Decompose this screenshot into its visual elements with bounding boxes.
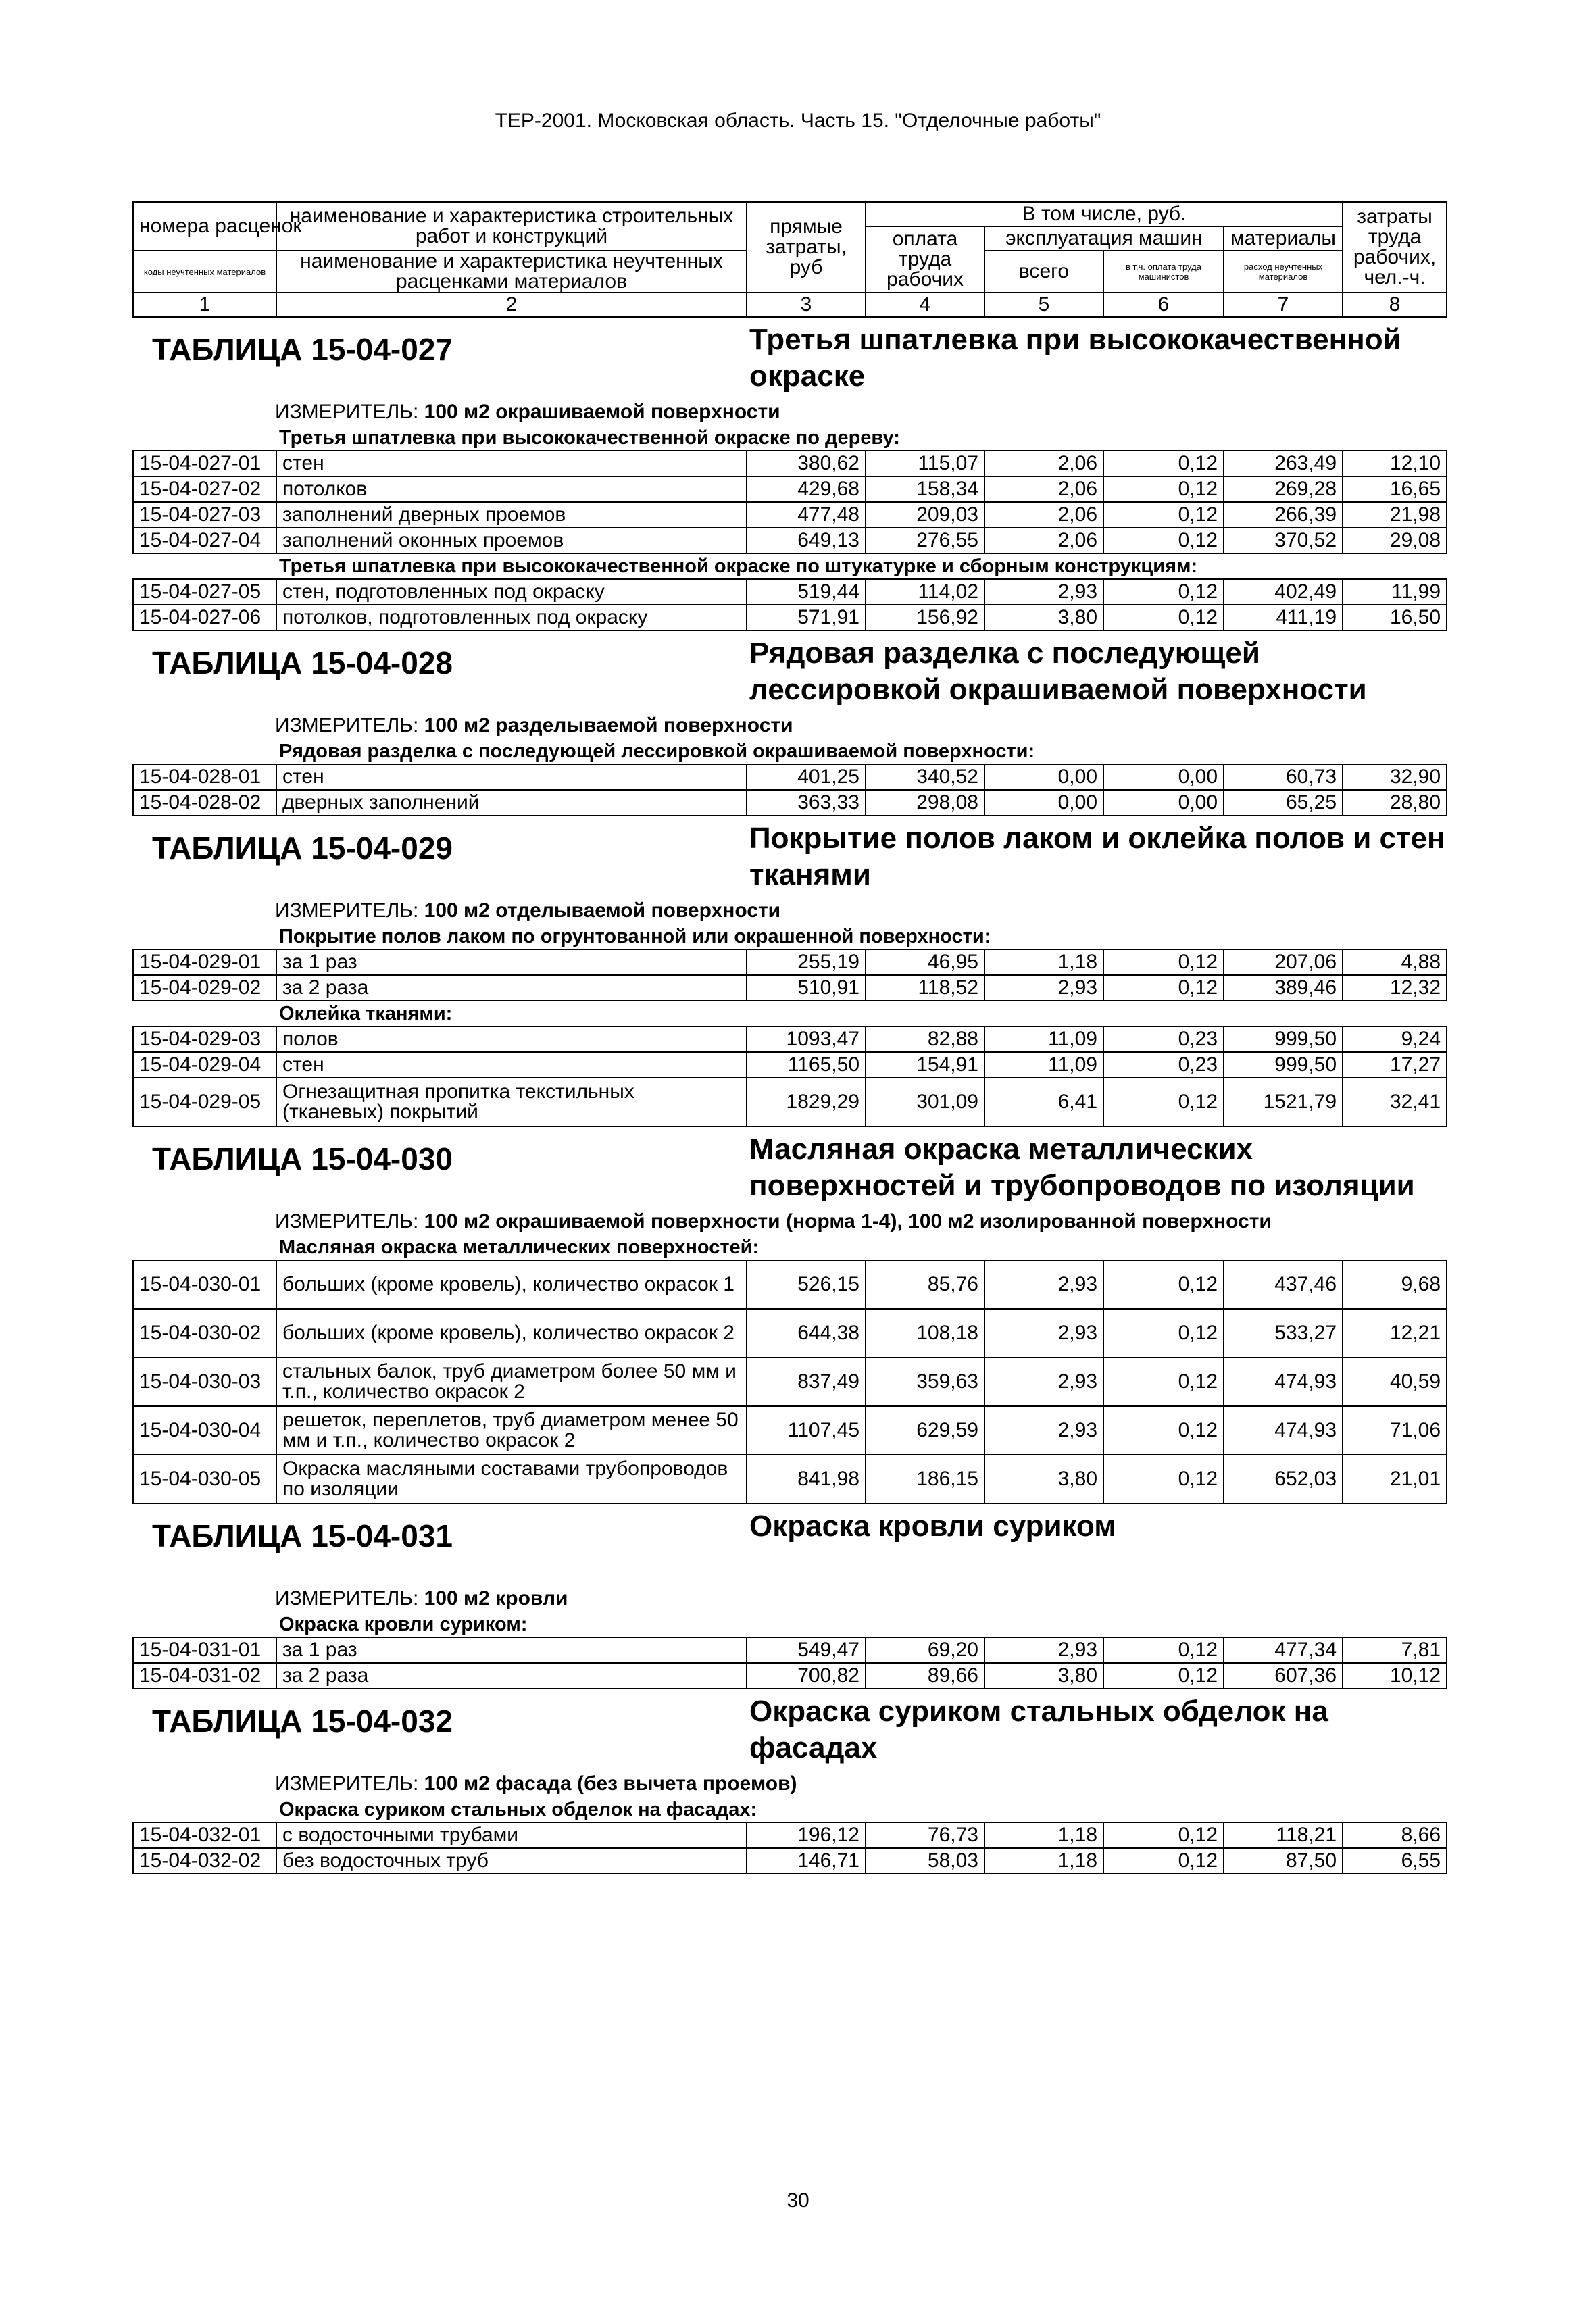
table-row	[133, 949, 1447, 975]
materials-cost: 474,93	[1224, 1406, 1343, 1455]
machines-total: 0,00	[984, 790, 1103, 816]
labor-hours: 17,27	[1343, 1052, 1447, 1078]
table-row	[133, 764, 1447, 790]
machinist-pay: 0,00	[1103, 790, 1224, 816]
materials-cost: 1521,79	[1224, 1078, 1343, 1126]
rate-code: 15-04-027-03	[133, 502, 276, 528]
materials-cost: 266,39	[1224, 502, 1343, 528]
rate-code: 15-04-029-02	[133, 975, 276, 1001]
materials-cost: 437,46	[1224, 1260, 1343, 1309]
table-heading	[133, 630, 1447, 712]
work-name: заполнений дверных проемов	[276, 502, 747, 528]
meter-row	[133, 1770, 1447, 1797]
direct-cost: 1107,45	[747, 1406, 866, 1455]
rate-code: 15-04-027-04	[133, 528, 276, 553]
direct-cost: 196,12	[747, 1822, 866, 1848]
machines-total: 0,00	[984, 764, 1103, 790]
machines-total: 2,93	[984, 1260, 1103, 1309]
labor-hours: 40,59	[1343, 1358, 1447, 1406]
col1-sub-header: коды неучтенных материалов	[133, 251, 276, 293]
work-name: за 2 раза	[276, 975, 747, 1001]
labor-pay: 118,52	[866, 975, 984, 1001]
section-subtitle-row	[133, 1235, 1447, 1260]
direct-cost: 1165,50	[747, 1052, 866, 1078]
machinist-pay: 0,12	[1103, 528, 1224, 553]
rate-code: 15-04-032-02	[133, 1848, 276, 1874]
direct-cost: 519,44	[747, 579, 866, 605]
materials-cost: 87,50	[1224, 1848, 1343, 1874]
meter-label: ИЗМЕРИТЕЛЬ:	[275, 714, 424, 737]
meter-row	[133, 1208, 1447, 1235]
col-index: 4	[866, 293, 984, 317]
table-title: Третья шпатлевка при высококачественной окраске	[749, 323, 1401, 393]
materials-cost: 402,49	[1224, 579, 1343, 605]
direct-cost: 526,15	[747, 1260, 866, 1309]
meter-value: 100 м2 отделываемой поверхности	[424, 899, 781, 922]
labor-hours: 12,10	[1343, 451, 1447, 476]
rate-code: 15-04-031-02	[133, 1663, 276, 1689]
table-label: ТАБЛИЦА 15-04-032	[152, 1703, 453, 1739]
labor-pay: 340,52	[866, 764, 984, 790]
labor-pay: 301,09	[866, 1078, 984, 1126]
work-name: с водосточными трубами	[276, 1822, 747, 1848]
labor-hours: 10,12	[1343, 1663, 1447, 1689]
labor-pay: 115,07	[866, 451, 984, 476]
machinist-pay: 0,12	[1103, 1663, 1224, 1689]
meter-label: ИЗМЕРИТЕЛЬ:	[275, 1772, 424, 1795]
col-index: 2	[276, 293, 747, 317]
table-label: ТАБЛИЦА 15-04-027	[152, 332, 453, 367]
meter-value: 100 м2 разделываемой поверхности	[424, 714, 793, 737]
materials-cost: 65,25	[1224, 790, 1343, 816]
labor-pay: 108,18	[866, 1309, 984, 1358]
labor-pay: 46,95	[866, 949, 984, 975]
machines-total: 1,18	[984, 949, 1103, 975]
table-row	[133, 1848, 1447, 1874]
machinist-pay: 0,12	[1103, 1309, 1224, 1358]
rate-code: 15-04-029-03	[133, 1026, 276, 1052]
materials-cost: 999,50	[1224, 1026, 1343, 1052]
table-row	[133, 1637, 1447, 1663]
direct-cost: 700,82	[747, 1663, 866, 1689]
table-heading	[133, 317, 1447, 399]
rate-code: 15-04-031-01	[133, 1637, 276, 1663]
machines-total: 6,41	[984, 1078, 1103, 1126]
machines-total: 2,06	[984, 451, 1103, 476]
direct-cost: 380,62	[747, 451, 866, 476]
meter-value: 100 м2 окрашиваемой поверхности (норма 1-4), 100 м2 изолированной поверхности	[424, 1210, 1272, 1233]
work-name: стен	[276, 1052, 747, 1078]
materials-cost: 477,34	[1224, 1637, 1343, 1663]
rate-code: 15-04-029-01	[133, 949, 276, 975]
direct-cost: 363,33	[747, 790, 866, 816]
machinist-pay: 0,12	[1103, 579, 1224, 605]
machinist-pay: 0,12	[1103, 476, 1224, 502]
labor-pay: 156,92	[866, 605, 984, 630]
labor-pay: 114,02	[866, 579, 984, 605]
table-title: Окраска кровли суриком	[749, 1510, 1116, 1543]
rate-code: 15-04-027-02	[133, 476, 276, 502]
work-name: Огнезащитная пропитка текстильных (тканевых) покрытий	[276, 1078, 747, 1126]
labor-hours: 16,65	[1343, 476, 1447, 502]
labor-hours: 12,21	[1343, 1309, 1447, 1358]
machines-total: 2,93	[984, 579, 1103, 605]
meter-label: ИЗМЕРИТЕЛЬ:	[275, 899, 424, 922]
machinist-pay: 0,12	[1103, 1260, 1224, 1309]
rate-code: 15-04-030-05	[133, 1455, 276, 1503]
machines-total: 3,80	[984, 605, 1103, 630]
direct-cost: 841,98	[747, 1455, 866, 1503]
table-title: Масляная окраска металлических поверхностей и трубопроводов по изоляции	[749, 1132, 1415, 1202]
column-index-row	[133, 293, 1447, 317]
rate-code: 15-04-029-04	[133, 1052, 276, 1078]
labor-pay: 158,34	[866, 476, 984, 502]
table-row	[133, 1078, 1447, 1126]
section-subtitle-row	[133, 1612, 1447, 1637]
table-row	[133, 1455, 1447, 1503]
materials-cost: 207,06	[1224, 949, 1343, 975]
labor-pay: 209,03	[866, 502, 984, 528]
direct-cost: 649,13	[747, 528, 866, 553]
materials-cost: 652,03	[1224, 1455, 1343, 1503]
work-name: без водосточных труб	[276, 1848, 747, 1874]
machinist-pay: 0,12	[1103, 1455, 1224, 1503]
rate-code: 15-04-032-01	[133, 1822, 276, 1848]
labor-hours: 6,55	[1343, 1848, 1447, 1874]
labor-pay: 359,63	[866, 1358, 984, 1406]
labor-hours: 32,90	[1343, 764, 1447, 790]
page-number: 30	[787, 2189, 809, 2212]
work-name: больших (кроме кровель), количество окрасок 1	[276, 1260, 747, 1309]
meter-value: 100 м2 кровли	[424, 1587, 568, 1610]
machinist-pay: 0,12	[1103, 975, 1224, 1001]
machinist-pay: 0,12	[1103, 451, 1224, 476]
labor-pay: 82,88	[866, 1026, 984, 1052]
materials-cost: 60,73	[1224, 764, 1343, 790]
machinist-pay: 0,23	[1103, 1026, 1224, 1052]
labor-hours: 12,32	[1343, 975, 1447, 1001]
machines-total: 11,09	[984, 1026, 1103, 1052]
materials-header: материалы	[1224, 226, 1343, 251]
labor-hours: 8,66	[1343, 1822, 1447, 1848]
machines-total: 2,06	[984, 502, 1103, 528]
table-row	[133, 1026, 1447, 1052]
rate-code: 15-04-030-04	[133, 1406, 276, 1455]
table-row	[133, 1309, 1447, 1358]
work-name: заполнений оконных проемов	[276, 528, 747, 553]
labor-hours: 11,99	[1343, 579, 1447, 605]
materials-cost: 474,93	[1224, 1358, 1343, 1406]
labor-hours: 29,08	[1343, 528, 1447, 553]
rate-code: 15-04-027-05	[133, 579, 276, 605]
table-row	[133, 1406, 1447, 1455]
labor-pay: 154,91	[866, 1052, 984, 1078]
machinist-pay: 0,12	[1103, 502, 1224, 528]
section-subtitle-row	[133, 739, 1447, 764]
direct-cost: 477,48	[747, 502, 866, 528]
machinist-pay: 0,12	[1103, 1406, 1224, 1455]
work-name: за 2 раза	[276, 1663, 747, 1689]
work-name: стен	[276, 451, 747, 476]
col2-header: наименование и характеристика строительных работ и конструкций	[276, 202, 747, 251]
labor-pay: 69,20	[866, 1637, 984, 1663]
table-row	[133, 790, 1447, 816]
col-index: 7	[1224, 293, 1343, 317]
section-subtitle: Окраска суриком стальных обделок на фасадах:	[133, 1797, 1447, 1822]
meter-value: 100 м2 окрашиваемой поверхности	[424, 401, 780, 423]
col-index: 3	[747, 293, 866, 317]
labor-pay: 89,66	[866, 1663, 984, 1689]
machines-total: 2,93	[984, 975, 1103, 1001]
labor-pay: 276,55	[866, 528, 984, 553]
col7-header: расход неучтенных материалов	[1224, 251, 1343, 293]
work-name: за 1 раз	[276, 1637, 747, 1663]
labor-hours: 21,98	[1343, 502, 1447, 528]
labor-pay: 76,73	[866, 1822, 984, 1848]
work-name: дверных заполнений	[276, 790, 747, 816]
work-name: потолков, подготовленных под окраску	[276, 605, 747, 630]
section-subtitle: Третья шпатлевка при высококачественной окраске по дереву:	[133, 426, 1447, 451]
machines-total: 2,93	[984, 1309, 1103, 1358]
machines-total: 2,06	[984, 476, 1103, 502]
table-label: ТАБЛИЦА 15-04-031	[152, 1518, 453, 1553]
col8-header: затраты труда рабочих, чел.-ч.	[1343, 202, 1447, 293]
table-row	[133, 605, 1447, 630]
machines-header: эксплуатация машин	[984, 226, 1224, 251]
direct-cost: 549,47	[747, 1637, 866, 1663]
materials-cost: 118,21	[1224, 1822, 1343, 1848]
table-heading	[133, 1689, 1447, 1770]
col2-sub-header: наименование и характеристика неучтенных расценками материалов	[276, 251, 747, 293]
table-label: ТАБЛИЦА 15-04-028	[152, 645, 453, 680]
rate-code: 15-04-030-03	[133, 1358, 276, 1406]
col5-header: всего	[984, 251, 1103, 293]
section-subtitle-row	[133, 426, 1447, 451]
table-heading	[133, 1503, 1447, 1585]
machinist-pay: 0,12	[1103, 1848, 1224, 1874]
col-index: 8	[1343, 293, 1447, 317]
machines-total: 11,09	[984, 1052, 1103, 1078]
rate-code: 15-04-030-02	[133, 1309, 276, 1358]
table-row	[133, 528, 1447, 553]
table-row	[133, 1358, 1447, 1406]
machinist-pay: 0,12	[1103, 949, 1224, 975]
table-row	[133, 476, 1447, 502]
table-heading	[133, 816, 1447, 897]
labor-hours: 32,41	[1343, 1078, 1447, 1126]
materials-cost: 533,27	[1224, 1309, 1343, 1358]
section-subtitle-row	[133, 553, 1447, 579]
table-row	[133, 1822, 1447, 1848]
section-subtitle-row	[133, 1797, 1447, 1822]
direct-cost: 644,38	[747, 1309, 866, 1358]
direct-cost: 837,49	[747, 1358, 866, 1406]
section-subtitle-row	[133, 924, 1447, 949]
labor-hours: 28,80	[1343, 790, 1447, 816]
labor-pay: 298,08	[866, 790, 984, 816]
machinist-pay: 0,23	[1103, 1052, 1224, 1078]
direct-cost: 146,71	[747, 1848, 866, 1874]
section-subtitle: Третья шпатлевка при высококачественной окраске по штукатурке и сборным конструкциям:	[133, 553, 1447, 579]
machinist-pay: 0,12	[1103, 1822, 1224, 1848]
machinist-pay: 0,12	[1103, 1078, 1224, 1126]
table-row	[133, 451, 1447, 476]
labor-hours: 9,68	[1343, 1260, 1447, 1309]
machines-total: 2,93	[984, 1358, 1103, 1406]
section-subtitle-row	[133, 1001, 1447, 1026]
labor-hours: 71,06	[1343, 1406, 1447, 1455]
table-title: Покрытие полов лаком и оклейка полов и стен тканями	[749, 822, 1445, 891]
table-row	[133, 579, 1447, 605]
direct-cost: 1093,47	[747, 1026, 866, 1052]
machines-total: 2,93	[984, 1406, 1103, 1455]
group-header: В том числе, руб.	[866, 202, 1343, 226]
section-subtitle: Рядовая разделка с последующей лессировкой окрашиваемой поверхности:	[133, 739, 1447, 764]
col3-header: прямые затраты, руб	[747, 202, 866, 293]
work-name: стен, подготовленных под окраску	[276, 579, 747, 605]
rate-code: 15-04-028-01	[133, 764, 276, 790]
direct-cost: 401,25	[747, 764, 866, 790]
work-name: потолков	[276, 476, 747, 502]
meter-label: ИЗМЕРИТЕЛЬ:	[275, 1210, 424, 1233]
labor-hours: 21,01	[1343, 1455, 1447, 1503]
meter-label: ИЗМЕРИТЕЛЬ:	[275, 1587, 424, 1610]
labor-pay: 186,15	[866, 1455, 984, 1503]
labor-hours: 7,81	[1343, 1637, 1447, 1663]
rate-code: 15-04-030-01	[133, 1260, 276, 1309]
rate-code: 15-04-029-05	[133, 1078, 276, 1126]
materials-cost: 411,19	[1224, 605, 1343, 630]
materials-cost: 370,52	[1224, 528, 1343, 553]
col-index: 6	[1103, 293, 1224, 317]
work-name: за 1 раз	[276, 949, 747, 975]
table-title: Окраска суриком стальных обделок на фасадах	[749, 1695, 1328, 1764]
materials-cost: 269,28	[1224, 476, 1343, 502]
meter-value: 100 м2 фасада (без вычета проемов)	[424, 1772, 797, 1795]
table-row	[133, 975, 1447, 1001]
meter-row	[133, 897, 1447, 924]
col1-header: номера расценок	[133, 202, 276, 251]
rates-sheet	[132, 201, 1446, 1874]
table-row	[133, 1052, 1447, 1078]
direct-cost: 571,91	[747, 605, 866, 630]
machines-total: 3,80	[984, 1663, 1103, 1689]
table-label: ТАБЛИЦА 15-04-029	[152, 830, 453, 866]
machinist-pay: 0,12	[1103, 1637, 1224, 1663]
direct-cost: 510,91	[747, 975, 866, 1001]
meter-row	[133, 712, 1447, 739]
direct-cost: 255,19	[747, 949, 866, 975]
col4-header: оплата труда рабочих	[866, 226, 984, 293]
work-name: стен	[276, 764, 747, 790]
labor-hours: 16,50	[1343, 605, 1447, 630]
machinist-pay: 0,00	[1103, 764, 1224, 790]
labor-hours: 9,24	[1343, 1026, 1447, 1052]
machines-total: 3,80	[984, 1455, 1103, 1503]
section-subtitle: Масляная окраска металлических поверхностей:	[133, 1235, 1447, 1260]
work-name: больших (кроме кровель), количество окрасок 2	[276, 1309, 747, 1358]
meter-row	[133, 1585, 1447, 1612]
table-row	[133, 1260, 1447, 1309]
rate-code: 15-04-027-06	[133, 605, 276, 630]
machines-total: 2,06	[984, 528, 1103, 553]
machinist-pay: 0,12	[1103, 1358, 1224, 1406]
materials-cost: 263,49	[1224, 451, 1343, 476]
rate-code: 15-04-028-02	[133, 790, 276, 816]
materials-cost: 389,46	[1224, 975, 1343, 1001]
work-name: стальных балок, труб диаметром более 50 мм и т.п., количество окрасок 2	[276, 1358, 747, 1406]
machines-total: 2,93	[984, 1637, 1103, 1663]
machinist-pay: 0,12	[1103, 605, 1224, 630]
table-heading	[133, 1126, 1447, 1208]
col-index: 5	[984, 293, 1103, 317]
table-row	[133, 1663, 1447, 1689]
section-subtitle: Оклейка тканями:	[133, 1001, 1447, 1026]
direct-cost: 429,68	[747, 476, 866, 502]
work-name: полов	[276, 1026, 747, 1052]
labor-hours: 4,88	[1343, 949, 1447, 975]
section-subtitle: Окраска кровли суриком:	[133, 1612, 1447, 1637]
machines-total: 1,18	[984, 1848, 1103, 1874]
meter-label: ИЗМЕРИТЕЛЬ:	[275, 401, 424, 423]
header-row-1	[133, 202, 1447, 226]
meter-row	[133, 399, 1447, 426]
col6-header: в т.ч. оплата труда машинистов	[1103, 251, 1224, 293]
work-name: решеток, переплетов, труб диаметром менее 50 мм и т.п., количество окрасок 2	[276, 1406, 747, 1455]
page-header: ТЕР-2001. Московская область. Часть 15. "Отделочные работы"	[495, 109, 1101, 132]
labor-pay: 58,03	[866, 1848, 984, 1874]
materials-cost: 607,36	[1224, 1663, 1343, 1689]
table-label: ТАБЛИЦА 15-04-030	[152, 1141, 453, 1176]
col-index: 1	[133, 293, 276, 317]
rate-code: 15-04-027-01	[133, 451, 276, 476]
table-row	[133, 502, 1447, 528]
labor-pay: 85,76	[866, 1260, 984, 1309]
labor-pay: 629,59	[866, 1406, 984, 1455]
table-title: Рядовая разделка с последующей лессировкой окрашиваемой поверхности	[749, 637, 1367, 706]
machines-total: 1,18	[984, 1822, 1103, 1848]
materials-cost: 999,50	[1224, 1052, 1343, 1078]
work-name: Окраска масляными составами трубопроводов по изоляции	[276, 1455, 747, 1503]
direct-cost: 1829,29	[747, 1078, 866, 1126]
section-subtitle: Покрытие полов лаком по огрунтованной или окрашенной поверхности:	[133, 924, 1447, 949]
rates-table	[132, 201, 1447, 1874]
